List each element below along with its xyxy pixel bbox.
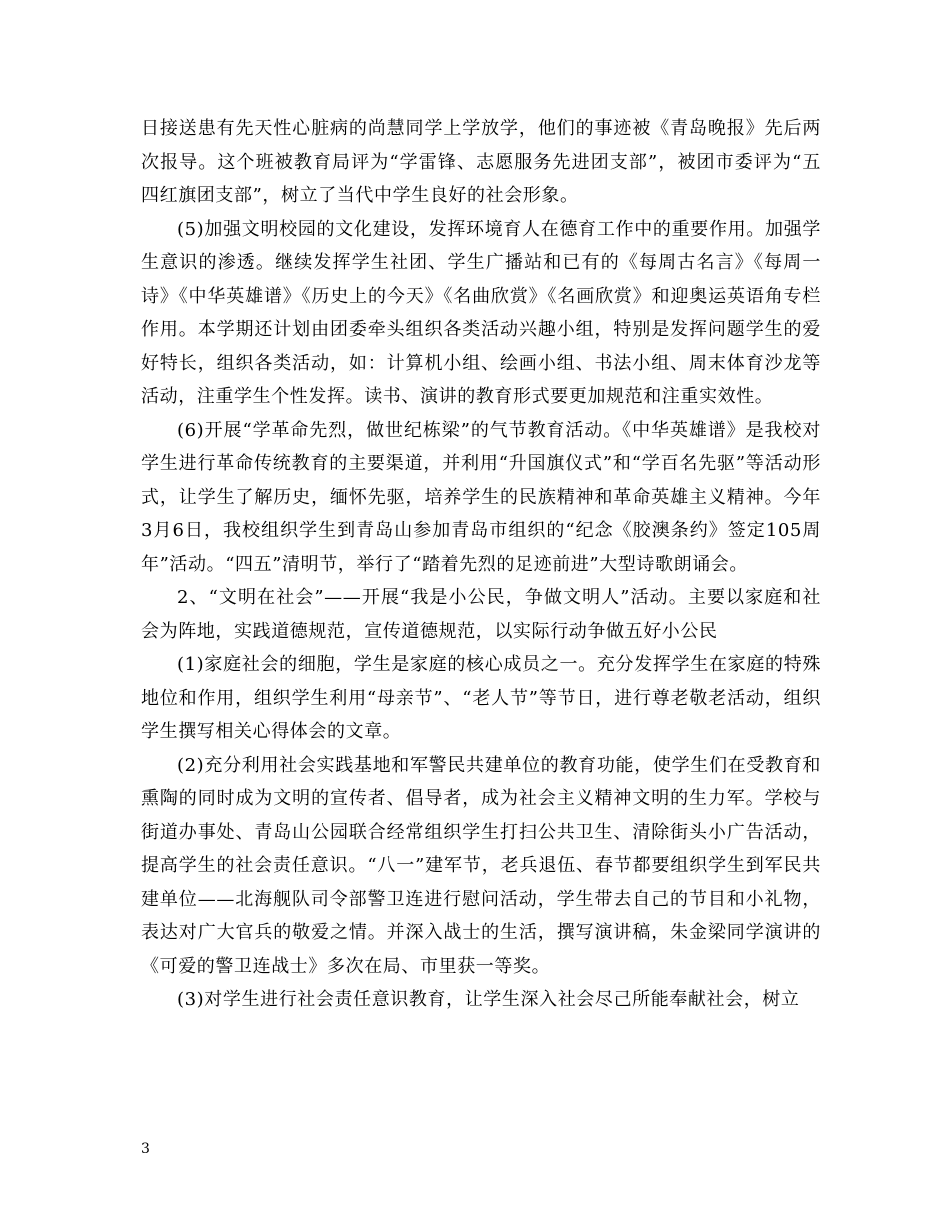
paragraph-item-5: (5)加强文明校园的文化建设，发挥环境育人在德育工作中的重要作用。加强学生意识的渗透。继续发挥学生社团、学生广播站和已有的《每周古名言》《每周一诗》《中华英雄谱》《历史上的今天》《名曲欣赏》《名画欣赏》和迎奥运英语角专栏作用。本学期还计划由团委牵头组织各类活动兴趣小组，特别是发挥问题学生的爱好特长，组织各类活动，如：计算机小组、绘画小组、书法小组、周末体育沙龙等活动，注重学生个性发挥。读书、演讲的教育形式要更加规范和注重实效性。 (141, 218, 821, 407)
paragraph-continued: 日接送患有先天性心脏病的尚慧同学上学放学，他们的事迹被《青岛晚报》先后两次报导。这个班被教育局评为“学雷锋、志愿服务先进团支部”，被团市委评为“五四红旗团支部”，树立了当代中学生良好的社会形象。 (141, 118, 821, 206)
body-text (141, 112, 821, 1017)
paragraph-section-2: 2、“文明在社会”——开展“我是小公民，争做文明人”活动。主要以家庭和社会为阵地，实践道德规范，宣传道德规范，以实际行动争做五好小公民 (141, 587, 821, 642)
page-number: 3 (141, 1141, 150, 1157)
paragraph-item-1: (1)家庭社会的细胞，学生是家庭的核心成员之一。充分发挥学生在家庭的特殊地位和作用，组织学生利用“母亲节”、“老人节”等节日，进行尊老敬老活动，组织学生撰写相关心得体会的文章。 (141, 654, 821, 742)
paragraph-item-2: (2)充分利用社会实践基地和军警民共建单位的教育功能，使学生们在受教育和熏陶的同时成为文明的宣传者、倡导者，成为社会主义精神文明的生力军。学校与街道办事处、青岛山公园联合经常组织学生打扫公共卫生、清除街头小广告活动，提高学生的社会责任意识。“八一”建军节，老兵退伍、春节都要组织学生到军民共建单位——北海舰队司令部警卫连进行慰问活动，学生带去自己的节目和小礼物，表达对广大官兵的敬爱之情。并深入战士的生活，撰写演讲稿，朱金梁同学演讲的《可爱的警卫连战士》多次在局、市里获一等奖。 (141, 754, 821, 977)
paragraph-item-6: (6)开展“学革命先烈，做世纪栋梁”的气节教育活动。《中华英雄谱》是我校对学生进行革命传统教育的主要渠道，并利用“升国旗仪式”和“学百名先驱”等活动形式，让学生了解历史，缅怀先驱，培养学生的民族精神和革命英雄主义精神。今年3月6日，我校组织学生到青岛山参加青岛市组织的“纪念《胶澳条约》签定105周年”活动。“四五”清明节，举行了“踏着先烈的足迹前进”大型诗歌朗诵会。 (141, 419, 821, 575)
paragraph-item-3: (3)对学生进行社会责任意识教育，让学生深入社会尽己所能奉献社会，树立 (177, 989, 800, 1010)
